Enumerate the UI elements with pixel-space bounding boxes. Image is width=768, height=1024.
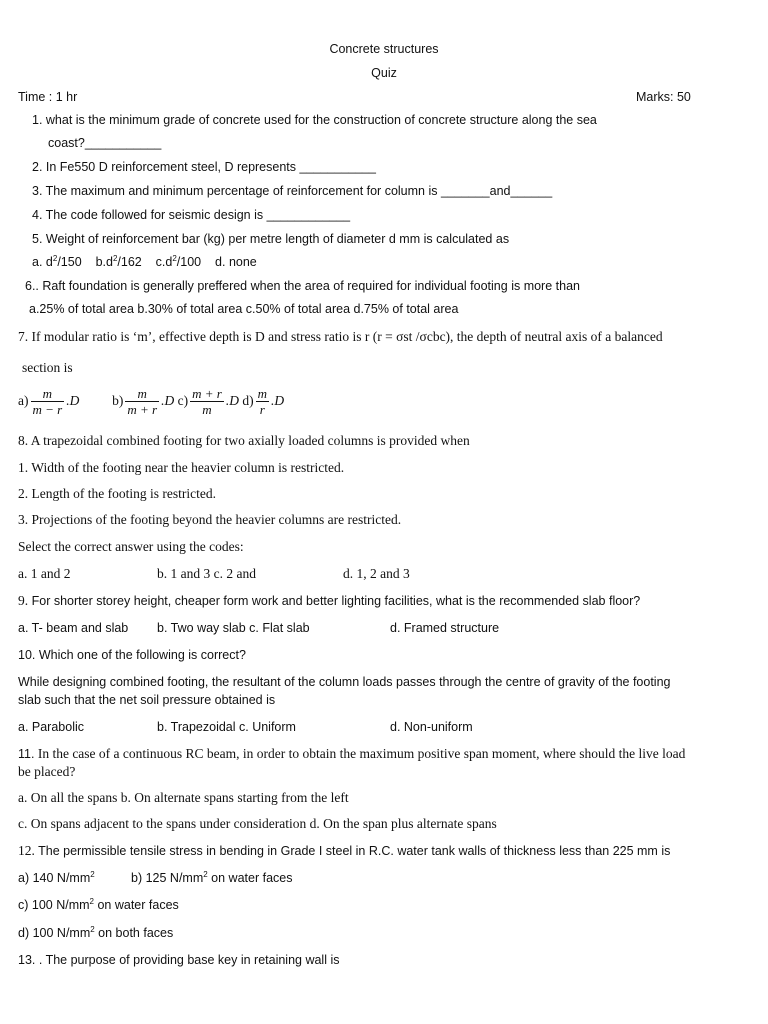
question-1-line1: 1. what is the minimum grade of concrete used for the construction of concrete structure along the sea	[32, 113, 597, 127]
question-5: 5. Weight of reinforcement bar (kg) per metre length of diameter d mm is calculated as	[32, 232, 510, 246]
question-7-options	[18, 386, 284, 417]
q12-option-d: d) 100 $N/mm^2$ on both faces	[18, 924, 174, 940]
q10-line2: slab such that the net soil pressure obtained is	[18, 693, 276, 707]
question-11-line1: 11. In the case of a continuous RC beam, in order to obtain the maximum positive span moment, where should the live load	[18, 746, 686, 761]
q5-option-b: $b.d^2/162$	[95, 253, 142, 269]
question-6: 6.. Raft foundation is generally preffered when the area of required for individual footing is more than	[25, 279, 580, 293]
q10-line1: While designing combined footing, the resultant of the column loads passes through the centre of gravity of the footing	[18, 675, 671, 689]
q11-options-cd: c. On spans adjacent to the spans under consideration d. On the span plus alternate spans	[18, 816, 497, 831]
q11-options-ab: a. On all the spans b. On alternate spans starting from the left	[18, 790, 349, 805]
question-3: 3. The maximum and minimum percentage of reinforcement for column is _______and______	[32, 184, 553, 198]
question-11-line2: be placed?	[18, 764, 76, 779]
question-10: 10. Which one of the following is correct?	[18, 648, 246, 662]
question-13: 13. . The purpose of providing base key in retaining wall is	[18, 953, 340, 967]
question-7-line2: section is	[22, 360, 73, 375]
q10-option-d: d. Non-uniform	[390, 720, 473, 734]
q8-option-bc: b. 1 and 3 c. 2 and	[157, 566, 256, 581]
q8-option-a: a. 1 and 2	[18, 566, 71, 581]
question-5-options	[32, 254, 257, 270]
question-7-line1: 7. If modular ratio is ‘m’, effective depth is D and stress ratio is r (r = σst /σcbc), the depth of neutral axis of a balanced	[18, 329, 663, 344]
question-1-line2: coast?___________	[48, 136, 162, 150]
q8-statement-2: 2. Length of the footing is restricted.	[18, 486, 216, 501]
q7-option-d: d) $\frac{m}{r}$ .D	[242, 386, 285, 417]
q8-statement-1: 1. Width of the footing near the heavier column is restricted.	[18, 460, 345, 475]
q12-option-a: a) 140 $N/mm^2$	[18, 869, 95, 885]
q10-option-a: a. Parabolic	[18, 720, 85, 734]
quiz-title: Quiz	[371, 66, 397, 80]
q5-option-c: $c.d^2/100$	[155, 253, 202, 269]
question-8: 8. A trapezoidal combined footing for two axially loaded columns is provided when	[18, 433, 470, 448]
q9-option-bc: b. Two way slab c. Flat slab	[157, 621, 310, 635]
q8-option-d: d. 1, 2 and 3	[343, 566, 410, 581]
q5-option-a: a. $d^2/150$	[32, 253, 82, 269]
question-2: 2. In Fe550 D reinforcement steel, D represents ___________	[32, 160, 376, 174]
q5-option-d: d. none	[215, 255, 257, 269]
subject-title: Concrete structures	[329, 42, 439, 56]
q12-option-b: b) 125 $N/mm^2$ on water faces	[131, 869, 293, 885]
question-6-options: a.25% of total area b.30% of total area c.50% of total area d.75% of total area	[29, 302, 459, 316]
time-label: Time : 1 hr	[18, 90, 78, 104]
q8-codes-instruction: Select the correct answer using the codes:	[18, 539, 244, 554]
q7-option-c: c) $\frac{m + r}{m}$ .D	[177, 386, 239, 417]
q9-option-d: d. Framed structure	[390, 621, 500, 635]
question-12: 12. The permissible tensile stress in bending in Grade I steel in R.C. water tank walls of thickness less than 225 mm is	[18, 843, 671, 858]
q9-option-a: a. T- beam and slab	[18, 621, 129, 635]
q7-option-b: b) $\frac{m}{m + r}$ .D	[112, 386, 175, 417]
q10-option-bc: b. Trapezoidal c. Uniform	[157, 720, 296, 734]
marks-label: Marks: 50	[636, 90, 691, 104]
q7-option-a: a) $\frac{m}{m - r}$ .D	[18, 386, 80, 417]
question-9: 9. For shorter storey height, cheaper form work and better lighting facilities, what is the recommended slab floor?	[18, 593, 641, 608]
q8-statement-3: 3. Projections of the footing beyond the heavier columns are restricted.	[18, 512, 402, 527]
question-4: 4. The code followed for seismic design is ____________	[32, 208, 351, 222]
q12-option-c: c) 100 $N/mm^2$ on water faces	[18, 896, 179, 912]
